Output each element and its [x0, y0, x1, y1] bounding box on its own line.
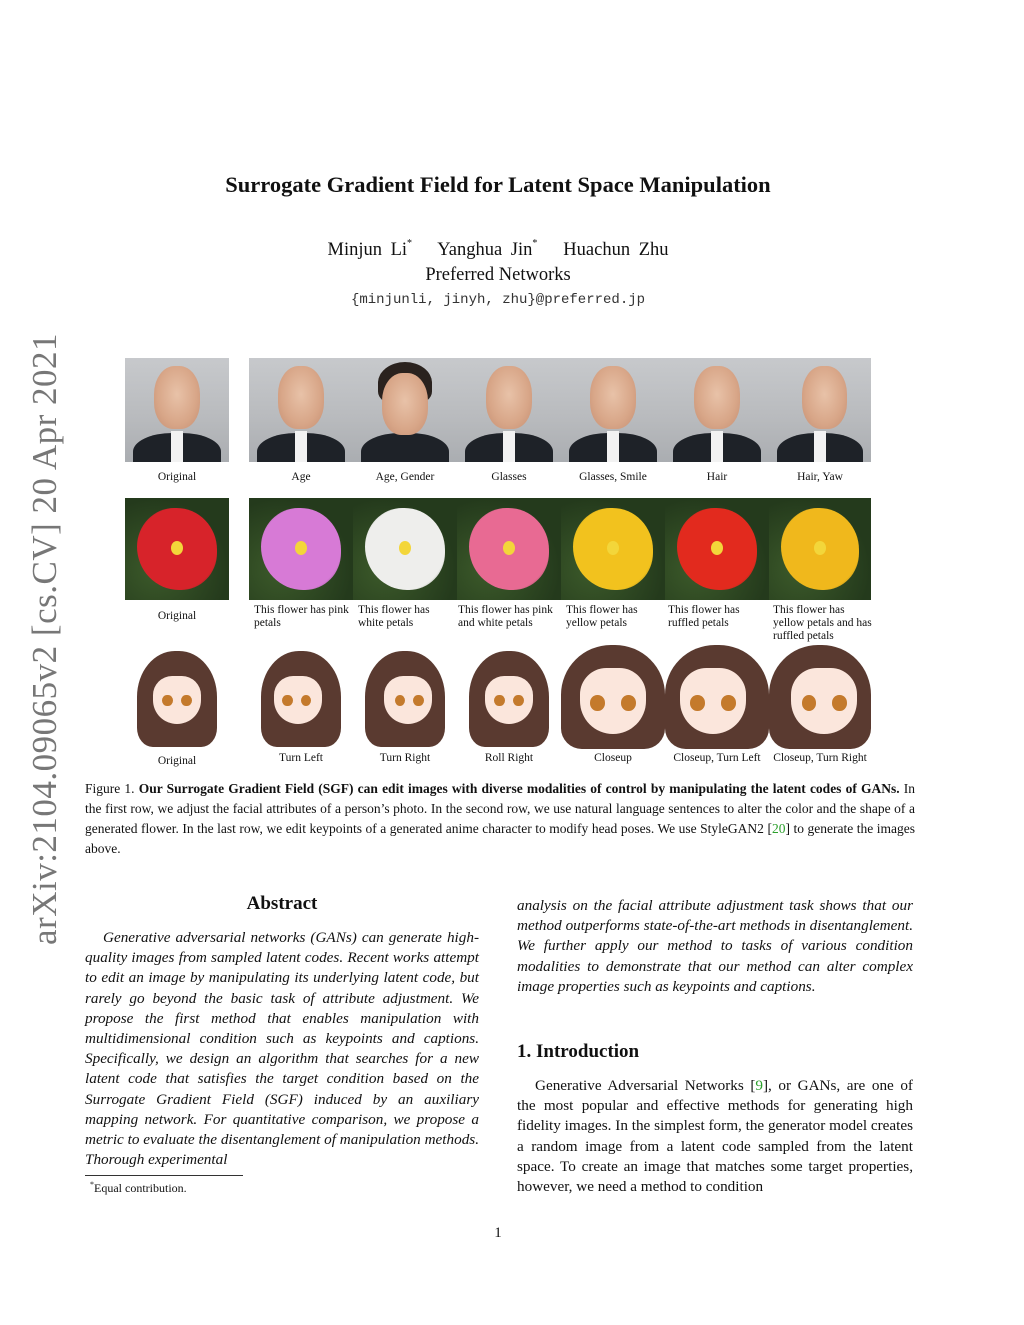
flower-caption: This flower has pink petals	[254, 604, 349, 629]
flower-caption: This flower has pink and white petals	[458, 604, 553, 629]
anime-label: Turn Left	[279, 752, 323, 764]
face-image-hair-yaw	[769, 358, 871, 462]
flower-caption: This flower has yellow petals and has ruffled petals	[773, 604, 872, 642]
anime-label: Roll Right	[484, 752, 534, 764]
face-image-age	[249, 358, 353, 462]
flower-caption: This flower has ruffled petals	[668, 604, 740, 629]
anime-image	[561, 645, 665, 749]
author-name: Minjun Li	[327, 240, 408, 260]
caption-label: Figure 1.	[85, 781, 135, 796]
author-name: Huachun Zhu	[563, 240, 669, 260]
anime-label-original: Original	[157, 755, 197, 767]
footnote-rule	[85, 1175, 243, 1176]
footnote-text: Equal contribution.	[94, 1181, 187, 1195]
face-label: Glasses, Smile	[579, 471, 647, 483]
anime-label: Closeup	[594, 752, 632, 764]
anime-label: Closeup, Turn Left	[673, 752, 761, 764]
face-image-original	[125, 358, 229, 462]
footnote	[90, 1180, 187, 1196]
face-label: Hair, Yaw	[797, 471, 843, 483]
flower-image	[561, 498, 665, 600]
author-email: {minjunli, jinyh, zhu}@preferred.jp	[350, 292, 646, 308]
anime-image	[353, 645, 457, 749]
abstract-body: Generative adversarial networks (GANs) can generate high-quality images from sampled latent codes. Recent works attempt to edit an image by manipulating its underlying latent code, but rarely go beyond the basic task of attribute adjustment. We propose the first method that enables manipulation with multidimensional condition such as keypoints and captions. Specifically, we design an algorithm that searches for a new latent code that satisfies the target condition based on the Surrogate Gradient Field (SGF) induced by an auxiliary mapping network. For quantitative comparison, we propose a metric to evaluate the disentanglement of manipulation methods. Thorough experimental	[85, 929, 479, 1169]
paper-title: Surrogate Gradient Field for Latent Space Manipulation	[225, 172, 771, 197]
anime-label: Closeup, Turn Right	[773, 752, 867, 764]
abstract-heading: Abstract	[246, 893, 318, 914]
flower-image	[353, 498, 457, 600]
anime-image	[249, 645, 353, 749]
page-number: 1	[494, 1225, 502, 1241]
caption-bold: Our Surrogate Gradient Field (SGF) can edit images with diverse modalities of control by manipulating the latent codes of GANs.	[138, 781, 900, 796]
face-label: Age	[291, 471, 311, 483]
introduction-body	[517, 1076, 913, 1197]
flower-label-original: Original	[157, 610, 197, 622]
face-label-original: Original	[157, 471, 197, 483]
flower-caption: This flower has white petals	[358, 604, 430, 629]
flower-image-original	[125, 498, 229, 600]
intro-text: ], or GANs, are one of the most popular and effective methods for generating high fidelity images. In the simplest form, the generator model creates a random image from a latent code sampled from the latent space. To create an image that matches some target properties, however, we need a method to condition	[517, 1077, 914, 1196]
affiliation: Preferred Networks	[425, 265, 571, 285]
flower-image	[665, 498, 769, 600]
flower-image	[249, 498, 353, 600]
flower-image	[769, 498, 871, 600]
face-image-glasses-smile	[561, 358, 665, 462]
section-heading-introduction: 1. Introduction	[517, 1041, 640, 1062]
citation-link[interactable]: 9	[755, 1077, 763, 1094]
flower-image	[457, 498, 561, 600]
face-image-age-gender	[353, 358, 457, 462]
anime-image	[665, 645, 769, 749]
equal-contribution-mark: *	[532, 238, 538, 249]
intro-text: Generative Adversarial Networks [	[535, 1077, 756, 1094]
face-image-hair	[665, 358, 769, 462]
flower-caption: This flower has yellow petals	[566, 604, 638, 629]
face-label: Hair	[706, 471, 728, 483]
author-name: Yanghua Jin	[437, 240, 533, 260]
footnote-mark: *	[90, 1180, 94, 1189]
caption-text: In the first row, we adjust the facial attributes of a person’s photo. In the second row, we use natural language sentences to alter the color and the shape of a generated flower. In the last row, we edit keypoints of a generated anime character to modify head poses. We use StyleGAN2 [	[85, 781, 916, 836]
anime-image-original	[125, 645, 229, 749]
anime-image	[769, 645, 871, 749]
figure-caption	[85, 779, 915, 859]
caption-end: ] to generate the images above.	[85, 821, 915, 856]
face-label: Glasses	[491, 471, 527, 483]
author-list	[0, 240, 996, 261]
citation-link[interactable]: 20	[771, 821, 786, 836]
equal-contribution-mark: *	[407, 238, 413, 249]
face-image-glasses	[457, 358, 561, 462]
face-label: Age, Gender	[375, 471, 435, 483]
abstract-continuation: analysis on the facial attribute adjustment task shows that our method outperforms state-of-the-art methods in disentanglement. We further apply our method to tasks of various condition modalities to demonstrate that our method can alter complex image properties such as keypoints and captions.	[517, 897, 913, 995]
anime-label: Turn Right	[379, 752, 431, 764]
arxiv-identifier: arXiv:2104.09065v2 [cs.CV] 20 Apr 2021	[25, 332, 64, 945]
anime-image	[457, 645, 561, 749]
